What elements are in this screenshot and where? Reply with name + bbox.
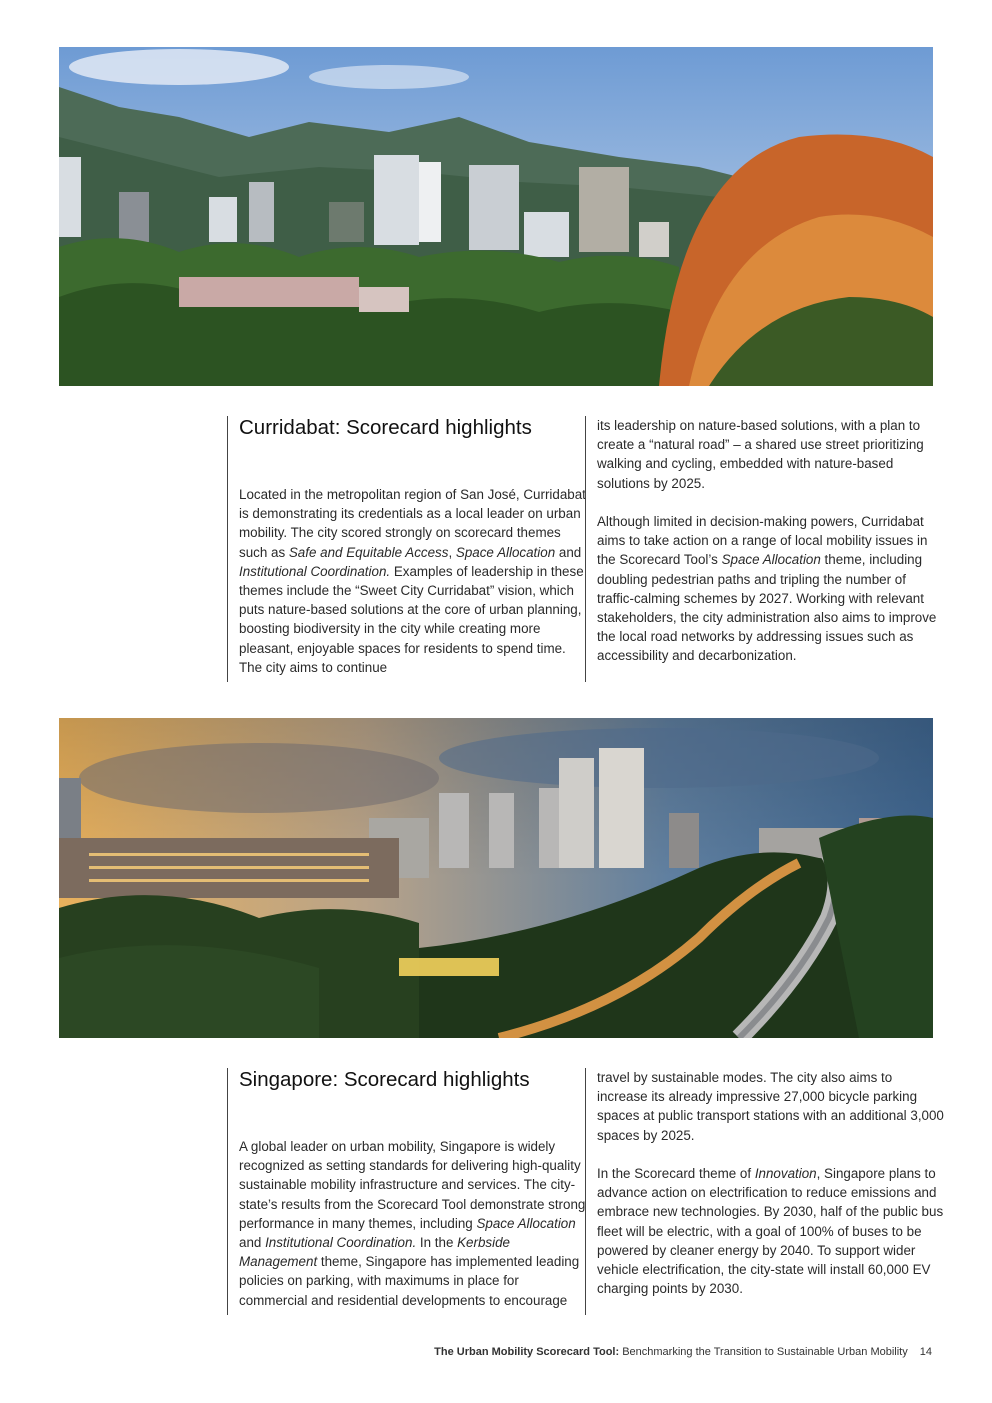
page-number: 14 (919, 1346, 932, 1358)
footer-title-rest: Benchmarking the Transition to Sustainable Urban Mobility (619, 1346, 908, 1358)
singapore-column-2 (585, 1068, 945, 1315)
emphasis-text: Space Allocation (455, 544, 556, 560)
section-heading: Curridabat: Scorecard highlights (239, 416, 532, 439)
section-heading: Singapore: Scorecard highlights (239, 1068, 530, 1091)
text-run: Although limited in decision-making powers, Curridabat aims to take action on a range of local mobility issues in the Scorecard Tool’s (597, 514, 928, 568)
text-run: its leadership on nature-based solutions, with a plan to create a “natural road” – a shared use street prioritizing walking and cycling, embedded with nature-based solutions by 2025. (597, 418, 924, 491)
text-run: theme, Singapore has implemented leading policies on parking, with maximums in place for commercial and residential developments to encourage (239, 1254, 580, 1308)
paragraph (597, 1164, 945, 1298)
text-run: theme, including doubling pedestrian paths and tripling the number of traffic-calming schemes by 2027. Working with relevant stakeholders, the city administration also aims to improve the local road networks by addressing issues such as accessibility and decarbonization. (597, 552, 937, 664)
text-run: Located in the metropolitan region of San José, Curridabat is demonstrating its credentials as a local leader on urban mobility. The city scored strongly on scorecard themes such as (239, 487, 586, 560)
text-run: , Singapore plans to advance action on electrification to reduce emissions and embrace new technologies. By 2030, half of the public bus fleet will be electric, with a goal of 100% of buses to be powered by cleaner energy by 2040. To support wider vehicle electrification, the city-state will install 60,000 EV charging points by 2030. (597, 1166, 944, 1297)
text-run: travel by sustainable modes. The city also aims to increase its already impressive 27,000 bicycle parking spaces at public transport stations with an additional 3,000 spaces by 2025. (597, 1070, 944, 1143)
curridabat-column-2 (585, 416, 945, 682)
paragraph (239, 485, 587, 677)
text-run: and (555, 544, 582, 560)
curridabat-skyline-photo (59, 47, 933, 386)
emphasis-text: Space Allocation (721, 552, 821, 568)
emphasis-text: Kerbside Management (239, 1235, 510, 1270)
page-footer (434, 1346, 932, 1358)
text-run: A global leader on urban mobility, Singapore is widely recognized as setting standards for delivering high-quality sustainable mobility infrastructure and services. The city-state’s results from the Scorecard Tool demonstrate strong performance in many themes, including (239, 1139, 586, 1231)
paragraph (239, 1137, 587, 1310)
emphasis-text: Institutional Coordination. (265, 1235, 417, 1251)
body-text (597, 1068, 945, 1298)
text-run: and (239, 1235, 266, 1251)
paragraph (597, 416, 945, 493)
text-run: Examples of leadership in these themes include the “Sweet City Curridabat” vision, which puts nature-based solutions at the core of urban planning, boosting biodiversity in the city while creating more pleasant, enjoyable spaces for residents to spend time. The city aims to continue (239, 563, 584, 675)
emphasis-text: Institutional Coordination. (239, 563, 391, 579)
footer-title-bold: The Urban Mobility Scorecard Tool: (434, 1346, 620, 1358)
text-run: , (448, 544, 456, 560)
paragraph (597, 512, 945, 666)
emphasis-text: Space Allocation (476, 1215, 576, 1231)
singapore-dusk-photo (59, 718, 933, 1038)
body-text (239, 485, 587, 677)
body-text (597, 416, 945, 666)
paragraph (597, 1068, 945, 1145)
emphasis-text: Innovation (754, 1166, 817, 1181)
singapore-column-1 (227, 1068, 587, 1315)
text-run: In the Scorecard theme of (597, 1166, 755, 1181)
curridabat-column-1 (227, 416, 587, 682)
emphasis-text: Safe and Equitable Access (288, 544, 449, 560)
body-text (239, 1137, 587, 1310)
text-run: In the (416, 1235, 458, 1251)
